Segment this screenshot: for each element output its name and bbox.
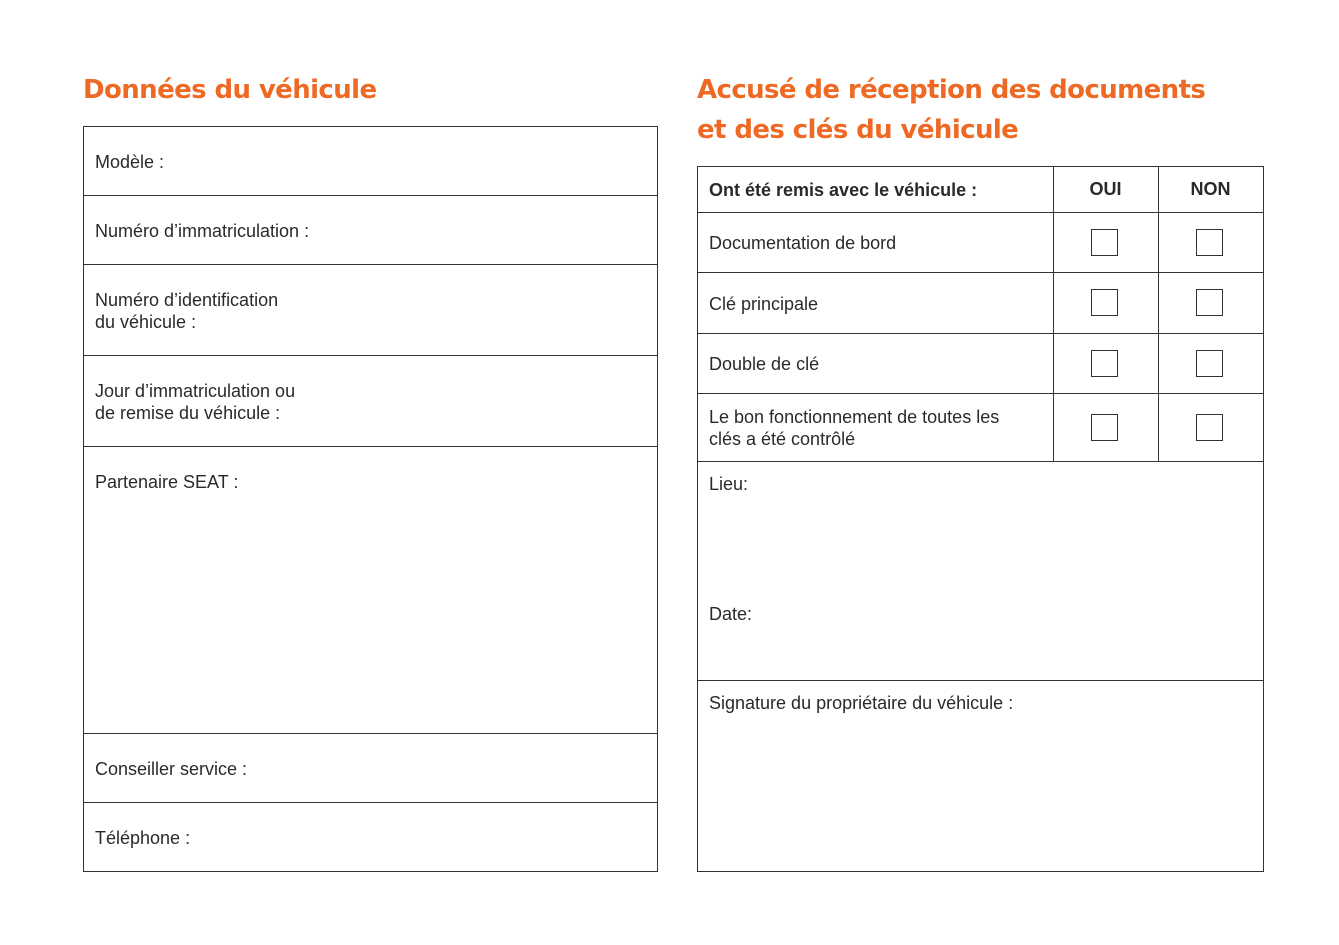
field-service-advisor-label: Conseiller service :	[95, 759, 248, 779]
table-row-spare-key	[698, 334, 1263, 394]
field-phone[interactable]	[84, 803, 657, 870]
field-seat-partner[interactable]	[84, 447, 657, 734]
field-registration-date[interactable]	[84, 356, 657, 447]
table-row-main-key	[698, 273, 1263, 334]
field-registration-date-label: Jour d’immatriculation ou de remise du véhicule :	[95, 381, 296, 423]
spare-key-yes-checkbox[interactable]	[1091, 350, 1118, 377]
place-label: Lieu:	[709, 474, 749, 494]
column-divider-yes	[1053, 167, 1054, 462]
signature-label: Signature du propriétaire du véhicule :	[709, 693, 1014, 713]
place-date-area[interactable]	[698, 462, 1263, 681]
main-key-no-checkbox[interactable]	[1196, 289, 1223, 316]
main-key-yes-checkbox[interactable]	[1091, 289, 1118, 316]
field-service-advisor[interactable]	[84, 734, 657, 803]
signature-area[interactable]	[698, 681, 1263, 870]
receipt-title	[697, 70, 1205, 150]
field-seat-partner-label: Partenaire SEAT :	[95, 472, 239, 492]
documentation-no-checkbox[interactable]	[1196, 229, 1223, 256]
field-registration-number-label: Numéro d’immatriculation :	[95, 221, 310, 241]
field-phone-label: Téléphone :	[95, 828, 191, 848]
keys-checked-yes-checkbox[interactable]	[1091, 414, 1118, 441]
row-documentation-label: Documentation de bord	[709, 233, 897, 253]
table-row-documentation	[698, 213, 1263, 273]
row-keys-checked-label: Le bon fonctionnement de toutes les clés a été contrôlé	[709, 407, 1000, 449]
table-header-label: Ont été remis avec le véhicule :	[709, 180, 978, 200]
column-no-header: NON	[1190, 179, 1231, 199]
field-registration-number[interactable]	[84, 196, 657, 265]
keys-checked-no-checkbox[interactable]	[1196, 414, 1223, 441]
spare-key-no-checkbox[interactable]	[1196, 350, 1223, 377]
column-divider-no	[1158, 167, 1159, 462]
column-yes-header: OUI	[1089, 179, 1122, 199]
row-spare-key-label: Double de clé	[709, 354, 820, 374]
field-vin-label: Numéro d’identification du véhicule :	[95, 290, 279, 332]
receipt-title-line-2: et des clés du véhicule	[697, 115, 1019, 145]
receipt-form	[697, 166, 1264, 872]
field-vin[interactable]	[84, 265, 657, 356]
vehicle-data-title: Données du véhicule	[83, 75, 377, 105]
date-label: Date:	[709, 604, 753, 624]
field-model[interactable]	[84, 127, 657, 196]
table-row-keys-checked	[698, 394, 1263, 462]
row-main-key-label: Clé principale	[709, 294, 819, 314]
documentation-yes-checkbox[interactable]	[1091, 229, 1118, 256]
receipt-title-line-1: Accusé de réception des documents	[697, 75, 1206, 105]
vehicle-data-form	[83, 126, 658, 872]
field-model-label: Modèle :	[95, 152, 165, 172]
table-header-row	[698, 167, 1263, 213]
